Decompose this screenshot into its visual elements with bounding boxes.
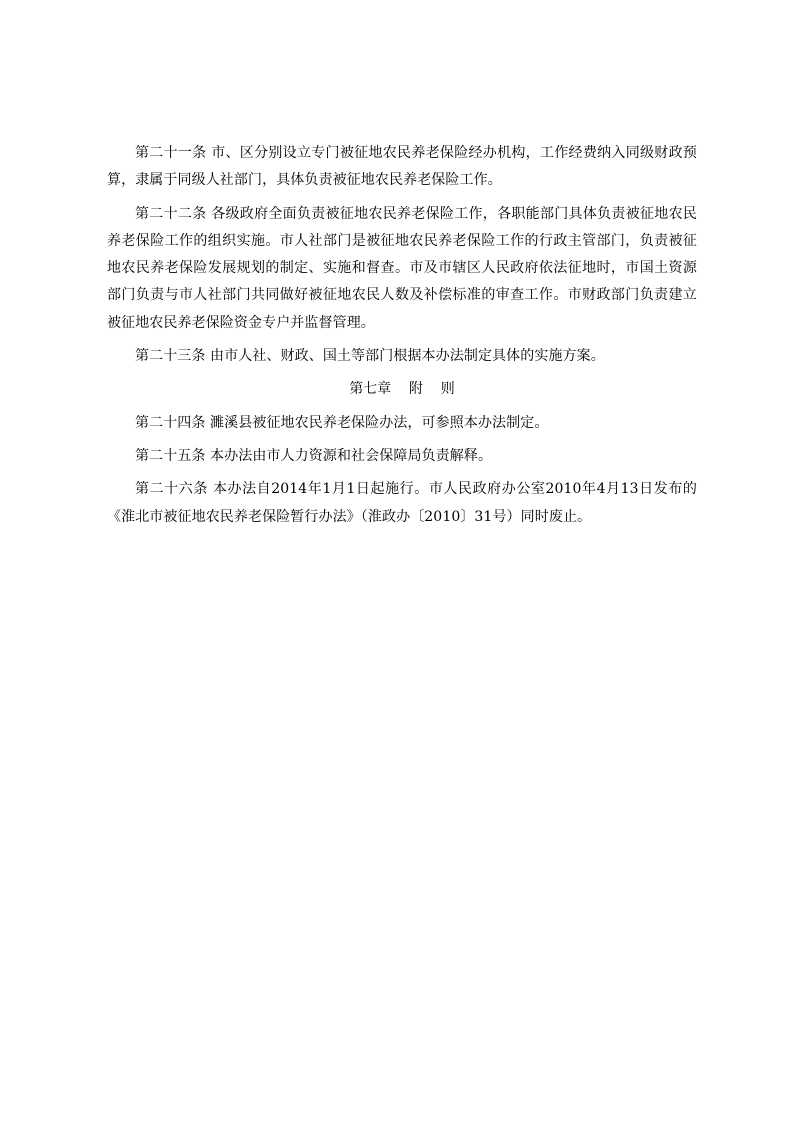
article-23: 第二十三条 由市人社、财政、国土等部门根据本办法制定具体的实施方案。 xyxy=(135,348,605,365)
article-25: 第二十五条 本办法由市人力资源和社会保障局负责解释。 xyxy=(135,447,493,464)
article-22: 第二十二条 各级政府全面负责被征地农民养老保险工作，各职能部门具体负责被征地农民养老保险工作的组织实施。市人社部门是被征地农民养老保险工作的行政主管部门，负责被征地农民养老保险发展规划的制定、实施和督查。市及市辖区人民政府依法征地时，市国土资源部门负责与市人社部门共同做好被征地农民人数及补偿标准的审查工作。市财政部门负责建立被征地农民养老保险资金专户并监督管理。 xyxy=(107,205,697,331)
article-21: 第二十一条 市、区分别设立专门被征地农民养老保险经办机构，工作经费纳入同级财政预算，隶属于同级人社部门，具体负责被征地农民养老保险工作。 xyxy=(107,145,697,189)
article-24: 第二十四条 濉溪县被征地农民养老保险办法，可参照本办法制定。 xyxy=(135,414,549,431)
article-26: 第二十六条 本办法自2014年1月1日起施行。市人民政府办公室2010年4月13日发布的《淮北市被征地农民养老保险暂行办法》（淮政办〔2010〕31号）同时废止。 xyxy=(107,481,697,525)
document-page xyxy=(107,140,697,531)
chapter-heading: 第七章 附 则 xyxy=(349,381,455,398)
